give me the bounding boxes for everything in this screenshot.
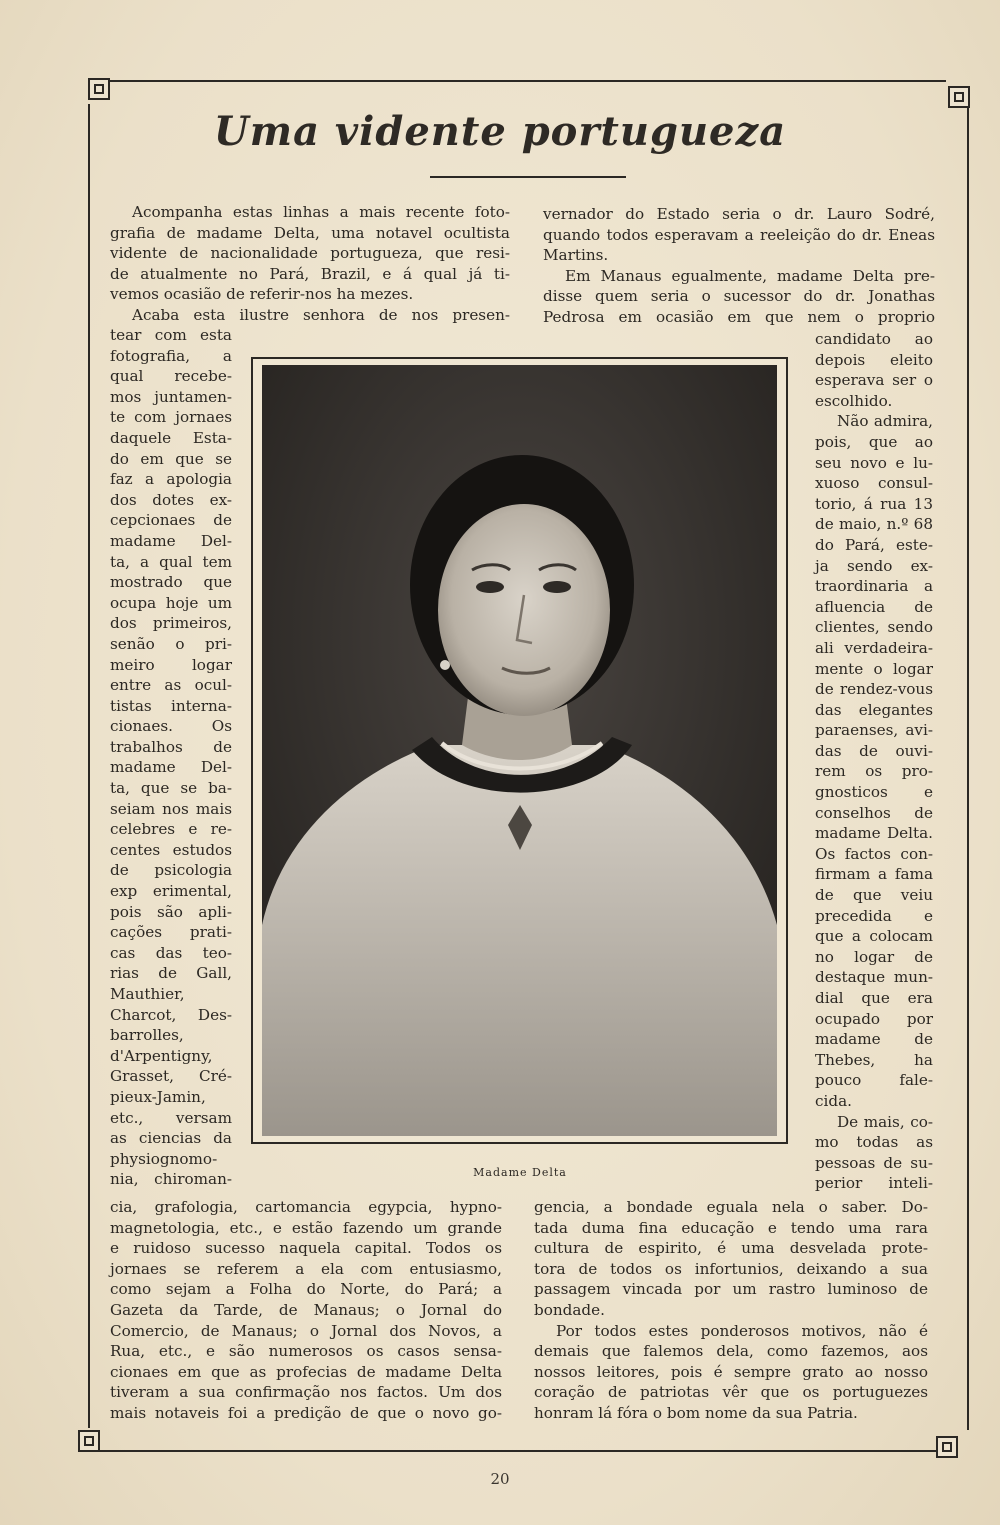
text-line: rias de Gall,	[110, 964, 232, 983]
text-line: seu novo e lu-	[815, 453, 933, 472]
text-line: pouco fale-	[815, 1071, 933, 1090]
text-line: tora de todos os infortunios, deixando a sua	[534, 1259, 928, 1278]
text-line: dos primeiros,	[110, 614, 232, 633]
text-line: firmam a fama	[815, 865, 933, 884]
text-line: que a colocam	[815, 927, 933, 946]
text-line: candidato ao	[815, 330, 933, 348]
text-line: pois, que ao	[815, 432, 933, 451]
text-line: Gazeta da Tarde, de Manaus; o Jornal do	[110, 1300, 502, 1319]
photo-caption: Madame Delta	[473, 1166, 567, 1179]
text-line: traordinaria a	[815, 577, 933, 596]
text-line: entre as ocul-	[110, 676, 232, 695]
text-line: de rendez-vous	[815, 680, 933, 699]
text-line: centes estudos	[110, 840, 232, 859]
text-line: de psicologia	[110, 861, 232, 880]
portrait-illustration	[262, 365, 777, 1136]
text-line: perior inteli-	[815, 1174, 933, 1193]
text-line: fotografia, a	[110, 346, 232, 365]
text-line: tada duma fina educação e tendo uma rara	[534, 1218, 928, 1237]
text-line: ocupa hoje um	[110, 593, 232, 612]
text-line: etc., versam	[110, 1108, 232, 1127]
text-line: tear com esta	[110, 326, 232, 344]
text-line: Mauthier,	[110, 985, 185, 1003]
text-line: ocupado por	[815, 1009, 933, 1028]
text-line: vidente de nacionalidade portugueza, que resi-	[110, 244, 510, 263]
text-line: cia, grafologia, cartomancia egypcia, hypno-	[110, 1198, 502, 1216]
text-line: dos dotes ex-	[110, 490, 232, 509]
text-line: de que veiu	[815, 886, 933, 905]
text-line: e ruidoso sucesso naquela capital. Todos os	[110, 1239, 502, 1258]
text-line: paraenses, avi-	[815, 721, 933, 740]
text-line: gencia, a bondade eguala nela o saber. Do-	[534, 1198, 928, 1216]
text-line: vemos ocasião de referir-nos ha mezes.	[110, 285, 414, 304]
text-line: Acompanha estas linhas a mais recente foto-	[132, 203, 510, 221]
portrait-photo	[262, 365, 777, 1136]
text-line: ta, a qual tem	[110, 552, 232, 571]
text-line: exp erimental,	[110, 882, 232, 901]
text-line: passagem vincada por um rastro luminoso de	[534, 1280, 928, 1299]
text-line: do em que se	[110, 449, 232, 468]
text-line: senão o pri-	[110, 634, 232, 653]
corner-ornament-bottom-right	[936, 1436, 958, 1458]
text-line: meiro logar	[110, 655, 232, 674]
text-line: Pedrosa em ocasião em que nem o proprio	[543, 307, 935, 326]
text-line: de atualmente no Pará, Brazil, e á qual já ti-	[110, 264, 510, 283]
text-line: as ciencias da	[110, 1129, 232, 1148]
text-line: Comercio, de Manaus; o Jornal dos Novos, a	[110, 1321, 502, 1340]
text-line: torio, á rua 13	[815, 494, 933, 513]
text-line: no logar de	[815, 947, 933, 966]
text-line: mente o logar	[815, 659, 933, 678]
text-line: tistas interna-	[110, 696, 232, 715]
text-line: cas das teo-	[110, 943, 232, 962]
page-number: 20	[490, 1470, 510, 1488]
article-title: Uma vidente portugueza	[213, 108, 787, 155]
text-line: quando todos esperavam a reeleição do dr. Eneas	[543, 225, 935, 244]
text-line: cações prati-	[110, 923, 232, 942]
text-line: Por todos estes ponderosos motivos, não é	[556, 1321, 928, 1340]
text-line: das de ouvi-	[815, 741, 933, 760]
right-column-continuation	[534, 1197, 928, 1424]
text-line: daquele Esta-	[110, 428, 232, 447]
text-line: como sejam a Folha do Norte, do Pará; a	[110, 1280, 502, 1299]
title-underline	[430, 176, 626, 178]
text-line: ta, que se ba-	[110, 779, 232, 798]
text-line: pessoas de su-	[815, 1153, 933, 1172]
text-line: mo todas as	[815, 1133, 933, 1152]
text-line: Os factos con-	[815, 844, 933, 863]
text-line: magnetologia, etc., e estão fazendo um grande	[110, 1218, 502, 1237]
text-line: precedida e	[815, 906, 933, 925]
text-line: grafia de madame Delta, uma notavel ocultista	[110, 223, 510, 242]
text-line: afluencia de	[815, 597, 933, 616]
left-column-intro	[110, 202, 510, 326]
text-line: cionaes em que as profecias de madame Delta	[110, 1362, 502, 1381]
text-line: xuoso consul-	[815, 474, 933, 493]
text-line: demais que falemos dela, como fazemos, aos	[534, 1342, 928, 1361]
text-line: esperava ser o	[815, 371, 933, 390]
frame-right-rule	[967, 108, 969, 1430]
frame-left-rule	[88, 104, 90, 1428]
portrait-photo-frame	[251, 357, 788, 1144]
text-line: d'Arpentigny,	[110, 1046, 213, 1065]
text-line: Grasset, Cré-	[110, 1067, 232, 1086]
text-line: cionaes. Os	[110, 717, 232, 736]
text-line: barrolles,	[110, 1026, 184, 1045]
left-column-wrap	[110, 325, 232, 1190]
text-line: madame Del-	[110, 758, 232, 777]
text-line: escolhido.	[815, 391, 893, 410]
text-line: das elegantes	[815, 700, 933, 719]
text-line: pieux-Jamin,	[110, 1087, 206, 1106]
text-line: cida.	[815, 1091, 852, 1110]
text-line: conselhos de	[815, 803, 933, 822]
left-column-continuation	[110, 1197, 502, 1424]
text-line: do Pará, este-	[815, 535, 933, 554]
corner-ornament-top-right	[948, 86, 970, 108]
text-line: cepcionaes de	[110, 511, 232, 530]
text-line: vernador do Estado seria o dr. Lauro Sodré,	[543, 205, 935, 223]
text-line: destaque mun-	[815, 968, 933, 987]
text-line: coração de patriotas vêr que os portuguezes	[534, 1383, 928, 1402]
text-line: madame de	[815, 1030, 933, 1049]
text-line: gnosticos e	[815, 783, 933, 802]
text-line: madame Delta.	[815, 824, 933, 843]
text-line: honram lá fóra o bom nome da sua Patria.	[534, 1403, 858, 1422]
text-line: Thebes, ha	[815, 1050, 933, 1069]
text-line: te com jornaes	[110, 408, 232, 427]
text-line: mostrado que	[110, 573, 232, 592]
frame-top-rule	[110, 80, 946, 82]
text-line: ali verdadeira-	[815, 638, 933, 657]
text-line: nia, chiroman-	[110, 1170, 232, 1189]
text-line: mos juntamen-	[110, 387, 232, 406]
text-line: ja sendo ex-	[815, 556, 933, 575]
text-line: Martins.	[543, 246, 609, 265]
right-column-wrap	[815, 329, 933, 1194]
text-line: qual recebe-	[110, 367, 232, 386]
text-line: Acaba esta ilustre senhora de nos presen-	[132, 305, 510, 324]
right-column-intro	[543, 204, 935, 328]
text-line: madame Del-	[110, 531, 232, 550]
text-line: rem os pro-	[815, 762, 933, 781]
text-line: cultura de espirito, é uma desvelada prote-	[534, 1239, 928, 1258]
text-line: celebres e re-	[110, 820, 232, 839]
text-line: disse quem seria o sucessor do dr. Jonathas	[543, 287, 935, 306]
corner-ornament-top-left	[88, 78, 110, 100]
text-line: trabalhos de	[110, 737, 232, 756]
text-line: nossos leitores, pois é sempre grato ao nosso	[534, 1362, 928, 1381]
text-line: Não admira,	[837, 412, 933, 431]
text-line: bondade.	[534, 1300, 605, 1319]
text-line: pois são apli-	[110, 902, 232, 921]
text-line: Charcot, Des-	[110, 1005, 232, 1024]
text-line: seiam nos mais	[110, 799, 232, 818]
text-line: mais notaveis foi a predição de que o novo go-	[110, 1403, 502, 1422]
corner-ornament-bottom-left	[78, 1430, 100, 1452]
text-line: De mais, co-	[837, 1112, 933, 1131]
text-line: Rua, etc., e são numerosos os casos sensa-	[110, 1342, 502, 1361]
frame-bottom-rule	[100, 1450, 936, 1452]
text-line: faz a apologia	[110, 470, 232, 489]
text-line: tiveram a sua confirmação nos factos. Um dos	[110, 1383, 502, 1402]
text-line: de maio, n.º 68	[815, 515, 933, 534]
text-line: clientes, sendo	[815, 618, 933, 637]
text-line: jornaes se referem a ela com entusiasmo,	[110, 1259, 502, 1278]
text-line: Em Manaus egualmente, madame Delta pre-	[565, 266, 935, 285]
text-line: physiognomo-	[110, 1149, 218, 1168]
text-line: dial que era	[815, 989, 933, 1007]
text-line: depois eleito	[815, 350, 933, 369]
